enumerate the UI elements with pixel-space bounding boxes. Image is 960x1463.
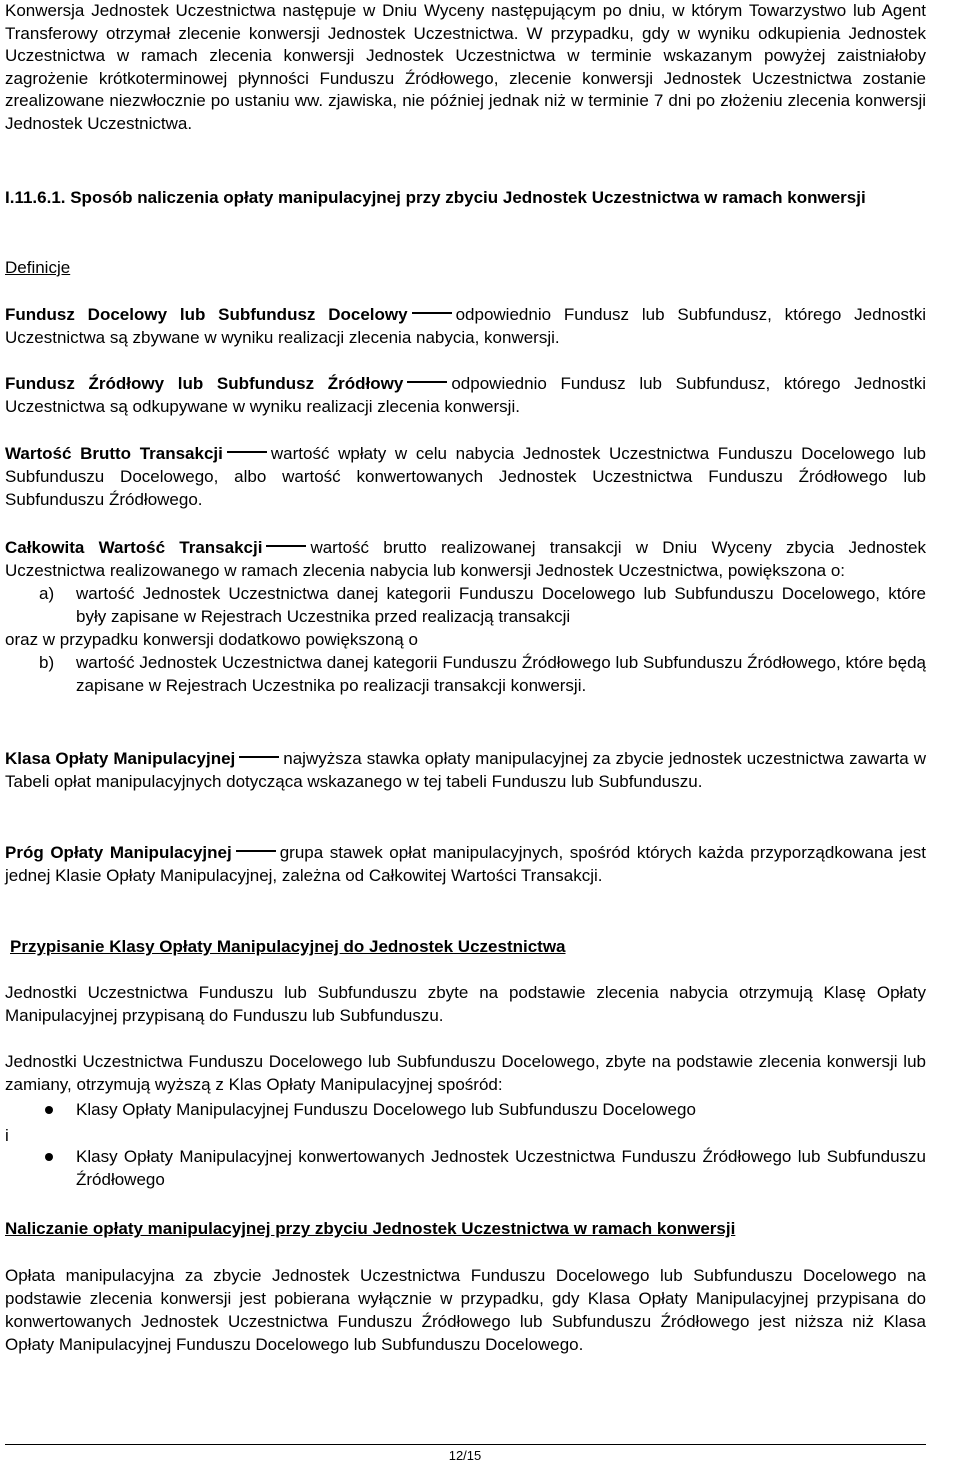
definition-text: najwyższa stawka opłaty manipulacyjnej za zbycie jednostek uczestnictwa zawarta w Tabeli opłat manipulacyjnych dotycząca wskazanego w tej tabeli Funduszu lub Subfunduszu.	[5, 749, 927, 791]
definition-term: Próg Opłaty Manipulacyjnej	[5, 843, 232, 862]
definitions-heading-text: Definicje	[5, 258, 71, 277]
definition-fee-threshold	[5, 841, 926, 887]
em-dash	[407, 381, 447, 384]
footer-divider	[5, 1444, 926, 1445]
list-item-text: wartość Jednostek Uczestnictwa danej kategorii Funduszu Źródłowego lub Subfunduszu Źródłowego, które będą zapisane w Rejestrach Uczestnika po realizacji transakcji konwersji.	[76, 653, 926, 695]
bullet-icon	[45, 1153, 53, 1161]
definition-text: odpowiednio Fundusz lub Subfundusz, którego Jednostki Uczestnictwa są odkupywane w wyniku realizacji zlecenia konwersji.	[5, 374, 926, 416]
definition-term: Całkowita Wartość Transakcji	[5, 538, 263, 557]
list-item-a	[5, 582, 926, 628]
definition-total-value	[5, 536, 926, 697]
definition-source-fund	[5, 372, 926, 418]
definition-term: Fundusz Docelowy lub Subfundusz Docelowy	[5, 305, 408, 324]
definition-term: Fundusz Źródłowy lub Subfundusz Źródłowy	[5, 374, 404, 393]
em-dash	[239, 756, 279, 759]
definition-fee-class	[5, 747, 926, 793]
assign-paragraph-2: Jednostki Uczestnictwa Funduszu Docelowego lub Subfunduszu Docelowego, zbyte na podstawie zlecenia konwersji lub zamiany, otrzymują wyższą z Klas Opłaty Manipulacyjnej spośród:	[5, 1052, 926, 1094]
em-dash	[227, 451, 267, 454]
definition-term: Wartość Brutto Transakcji	[5, 444, 223, 463]
em-dash	[412, 312, 452, 315]
em-dash	[236, 850, 276, 853]
list-item-b	[5, 651, 926, 697]
definition-text: grupa stawek opłat manipulacyjnych, spośród których każda przyporządkowana jest jednej Klasie Opłaty Manipulacyjnej, zależna od Całkowitej Wartości Transakcji.	[5, 843, 926, 885]
em-dash	[266, 545, 306, 548]
assign-heading-text: Przypisanie Klasy Opłaty Manipulacyjnej do Jednostek Uczestnictwa	[10, 937, 566, 956]
connector-text: i	[5, 1126, 9, 1145]
definition-text: wartość wpłaty w celu nabycia Jednostek Uczestnictwa Funduszu Docelowego lub Subfunduszu Docelowego, albo wartość konwertowanych Jednostek Uczestnictwa Funduszu Źródłowego lub Subfunduszu Źródłowego.	[5, 444, 926, 509]
definition-text: wartość brutto realizowanej transakcji w Dniu Wyceny zbycia Jednostek Uczestnictwa realizowanego w ramach zlecenia nabycia lub konwersji Jednostek Uczestnictwa, powiększona o:	[5, 538, 926, 580]
definition-gross-value	[5, 442, 926, 511]
total-value-intro	[5, 536, 926, 582]
intro-paragraph: Konwersja Jednostek Uczestnictwa następuje w Dniu Wyceny następującym po dniu, w którym Towarzystwo lub Agent Transferowy otrzymał zlecenie konwersji Jednostek Uczestnictwa. W przypadku, gdy w wyniku odkupienia Jednostek Uczestnictwa w ramach zlecenia konwersji Jednostek Uczestnictwa w terminie wskazanym powyżej zaistniałoby zagrożenie krótkoterminowej płynności Funduszu Źródłowego, zlecenie konwersji Jednostek Uczestnictwa zostanie zrealizowane niezwłocznie po ustaniu ww. zjawiska, nie później jednak niż w terminie 7 dni po złożeniu zlecenia konwersji Jednostek Uczestnictwa.	[5, 1, 926, 133]
definition-text: odpowiednio Fundusz lub Subfundusz, którego Jednostki Uczestnictwa są zbywane w wyniku realizacji zlecenia nabycia, konwersji.	[5, 305, 927, 347]
total-value-middle: oraz w przypadku konwersji dodatkowo powiększoną o	[5, 630, 418, 649]
bullet-item-2	[5, 1145, 926, 1191]
bullet-text: Klasy Opłaty Manipulacyjnej konwertowanych Jednostek Uczestnictwa Funduszu Źródłowego lub Subfunduszu Źródłowego	[76, 1147, 926, 1189]
list-item-text: wartość Jednostek Uczestnictwa danej kategorii Funduszu Docelowego lub Subfunduszu Docelowego, które były zapisane w Rejestrach Uczestnika przed realizacją transakcji	[76, 584, 926, 626]
bullet-icon	[45, 1106, 53, 1114]
list-marker: a)	[39, 584, 55, 603]
definition-term: Klasa Opłaty Manipulacyjnej	[5, 749, 236, 768]
assign-paragraph-1: Jednostki Uczestnictwa Funduszu lub Subfunduszu zbyte na podstawie zlecenia nabycia otrzymują Klasę Opłaty Manipulacyjnej przypisaną do Funduszu lub Subfunduszu.	[5, 983, 926, 1025]
section-heading: I.11.6.1. Sposób naliczenia opłaty manipulacyjnej przy zbyciu Jednostek Uczestnictwa w ramach konwersji	[5, 188, 866, 207]
page-number: 12/15	[448, 1448, 482, 1463]
list-marker: b)	[39, 653, 55, 672]
definitions-heading	[5, 256, 70, 279]
calc-heading	[5, 1217, 735, 1240]
bullet-text: Klasy Opłaty Manipulacyjnej Funduszu Docelowego lub Subfunduszu Docelowego	[76, 1100, 696, 1119]
calc-heading-text: Naliczanie opłaty manipulacyjnej przy zbyciu Jednostek Uczestnictwa w ramach konwersji	[5, 1219, 736, 1238]
assign-heading	[10, 935, 566, 958]
bullet-item-1	[5, 1098, 696, 1121]
calc-paragraph: Opłata manipulacyjna za zbycie Jednostek Uczestnictwa Funduszu Docelowego lub Subfunduszu Docelowego na podstawie zlecenia konwersji jest pobierana wyłącznie w przypadku, gdy Klasa Opłaty Manipulacyjnej przypisana do konwertowanych Jednostek Uczestnictwa Funduszu Źródłowego lub Subfunduszu Źródłowego jest niższa niż Klasa Opłaty Manipulacyjnej Funduszu Docelowego lub Subfunduszu Docelowego.	[5, 1266, 926, 1354]
definition-target-fund	[5, 303, 926, 349]
